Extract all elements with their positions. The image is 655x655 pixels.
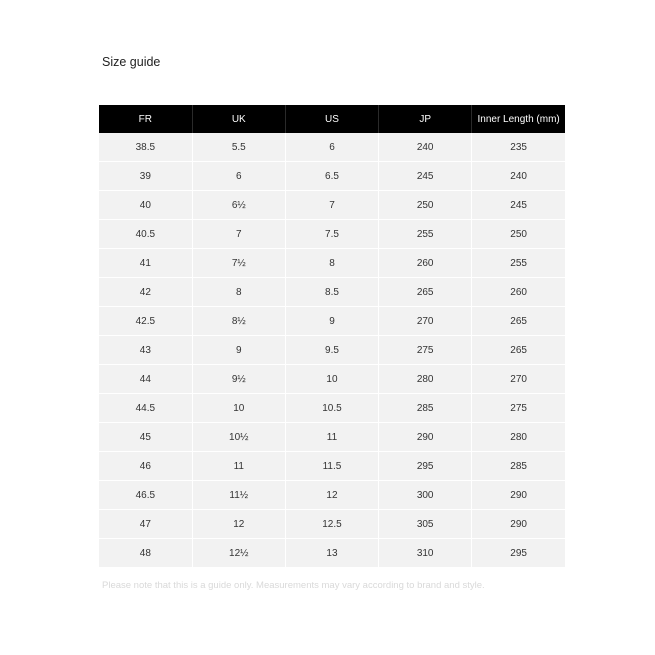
cell-fr: 42	[99, 278, 192, 307]
cell-fr: 40.5	[99, 220, 192, 249]
cell-inner-length: 235	[472, 133, 565, 162]
cell-inner-length: 290	[472, 481, 565, 510]
page-title: Size guide	[102, 55, 161, 69]
table-row	[99, 510, 565, 539]
cell-us: 12.5	[285, 510, 378, 539]
cell-uk: 6½	[192, 191, 285, 220]
cell-uk: 11	[192, 452, 285, 481]
cell-us: 11	[285, 423, 378, 452]
cell-inner-length: 240	[472, 162, 565, 191]
table-row	[99, 220, 565, 249]
cell-uk: 10½	[192, 423, 285, 452]
cell-inner-length: 265	[472, 336, 565, 365]
cell-us: 10.5	[285, 394, 378, 423]
cell-jp: 255	[379, 220, 472, 249]
cell-uk: 7½	[192, 249, 285, 278]
cell-us: 10	[285, 365, 378, 394]
cell-jp: 295	[379, 452, 472, 481]
table-row	[99, 452, 565, 481]
cell-fr: 40	[99, 191, 192, 220]
cell-us: 9.5	[285, 336, 378, 365]
cell-inner-length: 260	[472, 278, 565, 307]
cell-fr: 45	[99, 423, 192, 452]
cell-jp: 275	[379, 336, 472, 365]
cell-inner-length: 280	[472, 423, 565, 452]
size-guide-table	[99, 105, 565, 568]
cell-jp: 260	[379, 249, 472, 278]
cell-jp: 290	[379, 423, 472, 452]
cell-fr: 46	[99, 452, 192, 481]
cell-inner-length: 250	[472, 220, 565, 249]
cell-jp: 280	[379, 365, 472, 394]
cell-uk: 12	[192, 510, 285, 539]
cell-uk: 10	[192, 394, 285, 423]
table-row	[99, 249, 565, 278]
cell-jp: 285	[379, 394, 472, 423]
cell-fr: 39	[99, 162, 192, 191]
cell-fr: 43	[99, 336, 192, 365]
table-row	[99, 365, 565, 394]
table-row	[99, 162, 565, 191]
cell-uk: 6	[192, 162, 285, 191]
cell-fr: 41	[99, 249, 192, 278]
table-header-row	[99, 105, 565, 133]
cell-fr: 48	[99, 539, 192, 568]
cell-jp: 310	[379, 539, 472, 568]
cell-us: 12	[285, 481, 378, 510]
cell-fr: 47	[99, 510, 192, 539]
cell-uk: 9½	[192, 365, 285, 394]
cell-jp: 265	[379, 278, 472, 307]
cell-us: 7.5	[285, 220, 378, 249]
cell-inner-length: 245	[472, 191, 565, 220]
table-row	[99, 481, 565, 510]
cell-fr: 44.5	[99, 394, 192, 423]
table-row	[99, 278, 565, 307]
table-row	[99, 394, 565, 423]
cell-fr: 42.5	[99, 307, 192, 336]
cell-us: 7	[285, 191, 378, 220]
cell-uk: 11½	[192, 481, 285, 510]
cell-uk: 8	[192, 278, 285, 307]
cell-us: 13	[285, 539, 378, 568]
cell-fr: 44	[99, 365, 192, 394]
cell-jp: 250	[379, 191, 472, 220]
cell-uk: 7	[192, 220, 285, 249]
cell-uk: 8½	[192, 307, 285, 336]
cell-us: 11.5	[285, 452, 378, 481]
cell-us: 8	[285, 249, 378, 278]
cell-inner-length: 275	[472, 394, 565, 423]
column-header-uk: UK	[192, 105, 285, 133]
cell-jp: 305	[379, 510, 472, 539]
cell-fr: 46.5	[99, 481, 192, 510]
disclaimer-note: Please note that this is a guide only. Measurements may vary according to brand and style.	[102, 580, 485, 591]
cell-inner-length: 295	[472, 539, 565, 568]
cell-uk: 9	[192, 336, 285, 365]
table-row	[99, 336, 565, 365]
table-body	[99, 133, 565, 568]
table-row	[99, 191, 565, 220]
column-header-jp: JP	[379, 105, 472, 133]
table-row	[99, 133, 565, 162]
column-header-us: US	[285, 105, 378, 133]
table-row	[99, 423, 565, 452]
column-header-inner-length: Inner Length (mm)	[472, 105, 565, 133]
cell-us: 6.5	[285, 162, 378, 191]
cell-inner-length: 290	[472, 510, 565, 539]
cell-us: 8.5	[285, 278, 378, 307]
column-header-fr: FR	[99, 105, 192, 133]
cell-inner-length: 285	[472, 452, 565, 481]
cell-uk: 12½	[192, 539, 285, 568]
cell-fr: 38.5	[99, 133, 192, 162]
cell-inner-length: 270	[472, 365, 565, 394]
cell-us: 9	[285, 307, 378, 336]
cell-inner-length: 265	[472, 307, 565, 336]
cell-us: 6	[285, 133, 378, 162]
cell-jp: 270	[379, 307, 472, 336]
cell-jp: 240	[379, 133, 472, 162]
cell-uk: 5.5	[192, 133, 285, 162]
cell-jp: 300	[379, 481, 472, 510]
table-row	[99, 539, 565, 568]
table-row	[99, 307, 565, 336]
cell-jp: 245	[379, 162, 472, 191]
cell-inner-length: 255	[472, 249, 565, 278]
